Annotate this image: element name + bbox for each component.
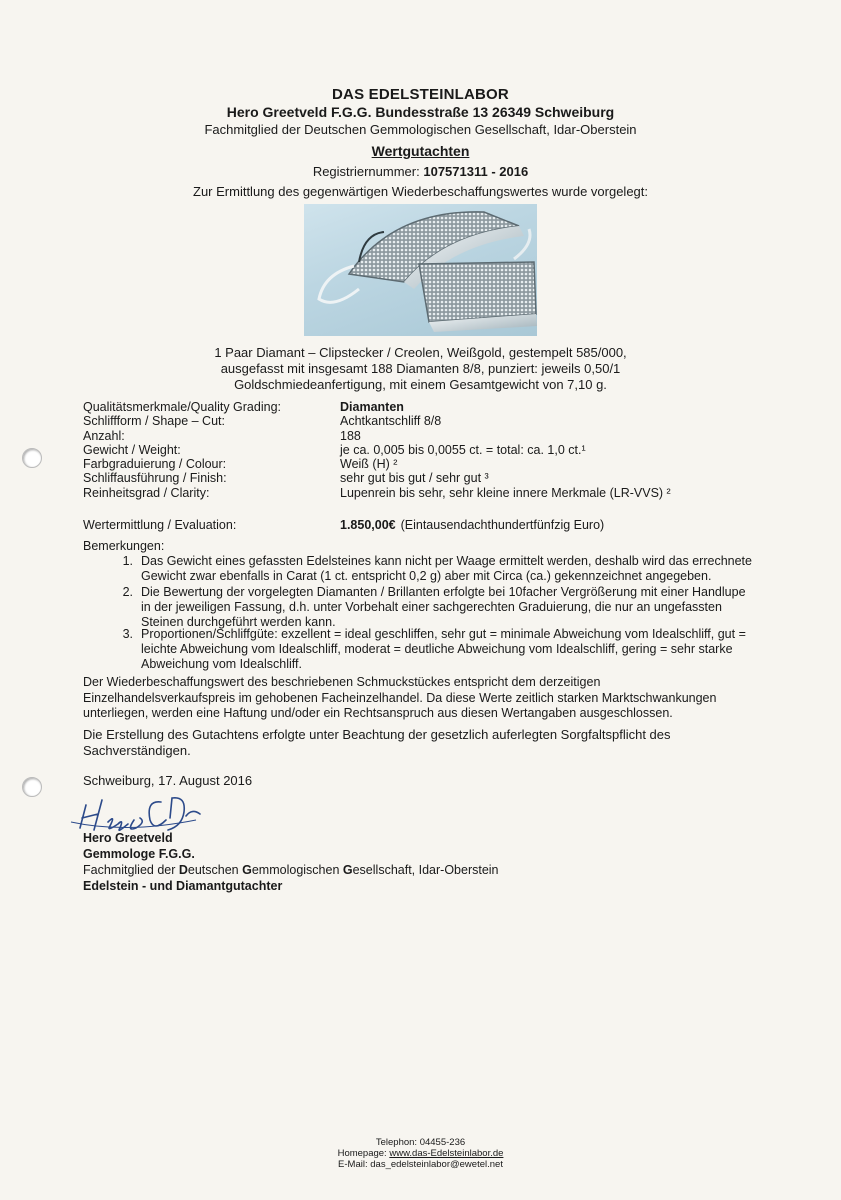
remark-line: leichte Abweichung vom Idealschliff, moderat = deutliche Abweichung vom Idealschliff, gering = sehr starke xyxy=(141,642,733,656)
email-address: das_edelsteinlabor@ewetel.net xyxy=(370,1159,503,1170)
remark-line: Das Gewicht eines gefassten Edelsteines kann nicht per Waage ermittelt werden, deshalb wird das errechnete xyxy=(141,554,752,568)
remark-line: Abweichung vom Idealschliff. xyxy=(141,657,302,671)
earrings-image xyxy=(304,204,537,336)
paragraph-line: unterliegen, werden eine Haftung und/oder ein Rechtsanspruch aus diesen Wertangaben ausgeschlossen. xyxy=(83,706,673,720)
registration-number: 107571311 - 2016 xyxy=(423,164,529,179)
grading-label: Qualitätsmerkmale/Quality Grading: xyxy=(83,400,281,414)
grading-row xyxy=(83,457,671,471)
paragraph-line: Sachverständigen. xyxy=(83,742,191,758)
place-date: Schweiburg, 17. August 2016 xyxy=(83,773,253,788)
remark-number: 3. xyxy=(122,627,133,641)
lab-name: DAS EDELSTEINLABOR xyxy=(332,86,509,103)
grading-label: Reinheitsgrad / Clarity: xyxy=(83,485,210,500)
paragraph-line: Die Erstellung des Gutachtens erfolgte unter Beachtung der gesetzlich auferlegten Sorgfaltspflicht des xyxy=(83,727,671,742)
remark-line: Proportionen/Schliffgüte: exzellent = ideal geschliffen, sehr gut = minimale Abweichung vom Idealschliff, gut = xyxy=(141,627,746,641)
membership-initial: G xyxy=(342,863,353,877)
signer-membership xyxy=(83,862,499,878)
punch-hole xyxy=(22,448,42,468)
document-type: Wertgutachten xyxy=(371,143,470,159)
remark-line: Gewicht zwar ebenfalls in Carat (1 ct. entspricht 0,2 g) aber mit Circa (ca.) gekennzeichnet angegeben. xyxy=(141,569,712,583)
grading-label: Schliffausführung / Finish: xyxy=(83,471,227,486)
membership-text: emmologischen xyxy=(251,863,343,877)
lab-membership: Fachmitglied der Deutschen Gemmologischen Gesellschaft, Idar-Oberstein xyxy=(204,122,637,137)
grading-row xyxy=(83,400,671,414)
grading-row xyxy=(83,414,671,428)
grading-value: Weiß (H) ² xyxy=(340,457,398,472)
signer-title: Gemmologe F.G.G. xyxy=(83,847,195,861)
registration-line xyxy=(0,164,841,179)
grading-row xyxy=(83,486,671,500)
punch-hole xyxy=(22,777,42,797)
registration-label: Registriernummer: xyxy=(312,164,420,179)
footer-email xyxy=(0,1159,841,1170)
grading-label: Anzahl: xyxy=(83,428,125,443)
footer xyxy=(0,1137,841,1170)
remark-text xyxy=(133,554,791,584)
membership-text: eutschen xyxy=(187,863,243,877)
remark-line: Die Bewertung der vorgelegten Diamanten / Brillanten erfolgte bei 10facher Vergrößerung mit einer Handlupe xyxy=(141,585,746,599)
remark-line: in der jeweiligen Fassung, d.h. unter Vorbehalt einer sachgerechten Graduierung, die nur an ungefassten xyxy=(141,600,722,614)
grading-value: je ca. 0,005 bis 0,0055 ct. = total: ca. 1,0 ct.¹ xyxy=(340,442,586,457)
description-line: Goldschmiedeanfertigung, mit einem Gesamtgewicht von 7,10 g. xyxy=(234,377,607,392)
remark-text xyxy=(133,627,791,672)
grading-value: Diamanten xyxy=(340,400,404,414)
paragraph-line: Einzelhandelsverkaufspreis im gehobenen Facheinzelhandel. Da diese Werte zeitlich starken Marktschwankungen xyxy=(83,690,717,705)
remarks-heading: Bemerkungen: xyxy=(83,539,165,553)
footer-phone: Telephon: 04455-236 xyxy=(375,1137,466,1148)
homepage-label: Homepage: xyxy=(337,1148,390,1159)
description-line: 1 Paar Diamant – Clipstecker / Creolen, Weißgold, gestempelt 585/000, xyxy=(214,345,627,360)
intro-text: Zur Ermittlung des gegenwärtigen Wiederbeschaffungswertes wurde vorgelegt: xyxy=(193,184,648,199)
jewelry-photo xyxy=(304,204,537,336)
remark-text xyxy=(133,585,791,630)
grading-value: Achtkantschliff 8/8 xyxy=(340,414,442,429)
signer-name: Hero Greetveld xyxy=(83,831,173,845)
email-label: E-Mail: xyxy=(338,1159,371,1170)
remark-item xyxy=(83,554,791,584)
description-line: ausgefasst mit insgesamt 188 Diamanten 8/8, punziert: jeweils 0,50/1 xyxy=(220,361,621,376)
evaluation-row xyxy=(83,518,604,532)
grading-value: sehr gut bis gut / sehr gut ³ xyxy=(340,471,489,486)
liability-paragraph xyxy=(83,675,763,722)
homepage-link[interactable]: www.das-Edelsteinlabor.de xyxy=(389,1148,504,1159)
paragraph-line: Der Wiederbeschaffungswert des beschriebenen Schmuckstückes entspricht dem derzeitigen xyxy=(83,675,601,689)
grading-table xyxy=(83,400,671,500)
grading-label: Gewicht / Weight: xyxy=(83,442,181,457)
grading-row xyxy=(83,443,671,457)
remark-item xyxy=(83,585,791,630)
grading-value: 188 xyxy=(340,428,361,443)
diligence-paragraph xyxy=(83,727,763,758)
grading-label: Farbgraduierung / Colour: xyxy=(83,457,227,472)
evaluation-label: Wertermittlung / Evaluation: xyxy=(83,518,237,532)
membership-initial: G xyxy=(242,863,252,877)
membership-text: Fachmitglied der xyxy=(83,863,179,877)
remark-item xyxy=(83,627,791,672)
remark-line: Steinen durchgeführt werden kann. xyxy=(141,615,336,629)
remark-number: 1. xyxy=(122,554,133,568)
lab-address: Hero Greetveld F.G.G. Bundesstraße 13 26349 Schweiburg xyxy=(226,104,615,120)
grading-label: Schliffform / Shape – Cut: xyxy=(83,414,225,429)
signer-role: Edelstein - und Diamantgutachter xyxy=(83,879,283,893)
evaluation-words: (Eintausendachthundertfünfzig Euro) xyxy=(400,518,605,532)
grading-row xyxy=(83,429,671,443)
grading-value: Lupenrein bis sehr, sehr kleine innere Merkmale (LR-VVS) ² xyxy=(340,485,671,500)
footer-homepage xyxy=(0,1148,841,1159)
evaluation-amount: 1.850,00€ xyxy=(340,518,396,532)
item-description xyxy=(0,345,841,393)
remark-number: 2. xyxy=(122,585,133,599)
membership-text: esellschaft, Idar-Oberstein xyxy=(352,863,499,877)
membership-initial: D xyxy=(178,863,188,877)
grading-row xyxy=(83,471,671,485)
